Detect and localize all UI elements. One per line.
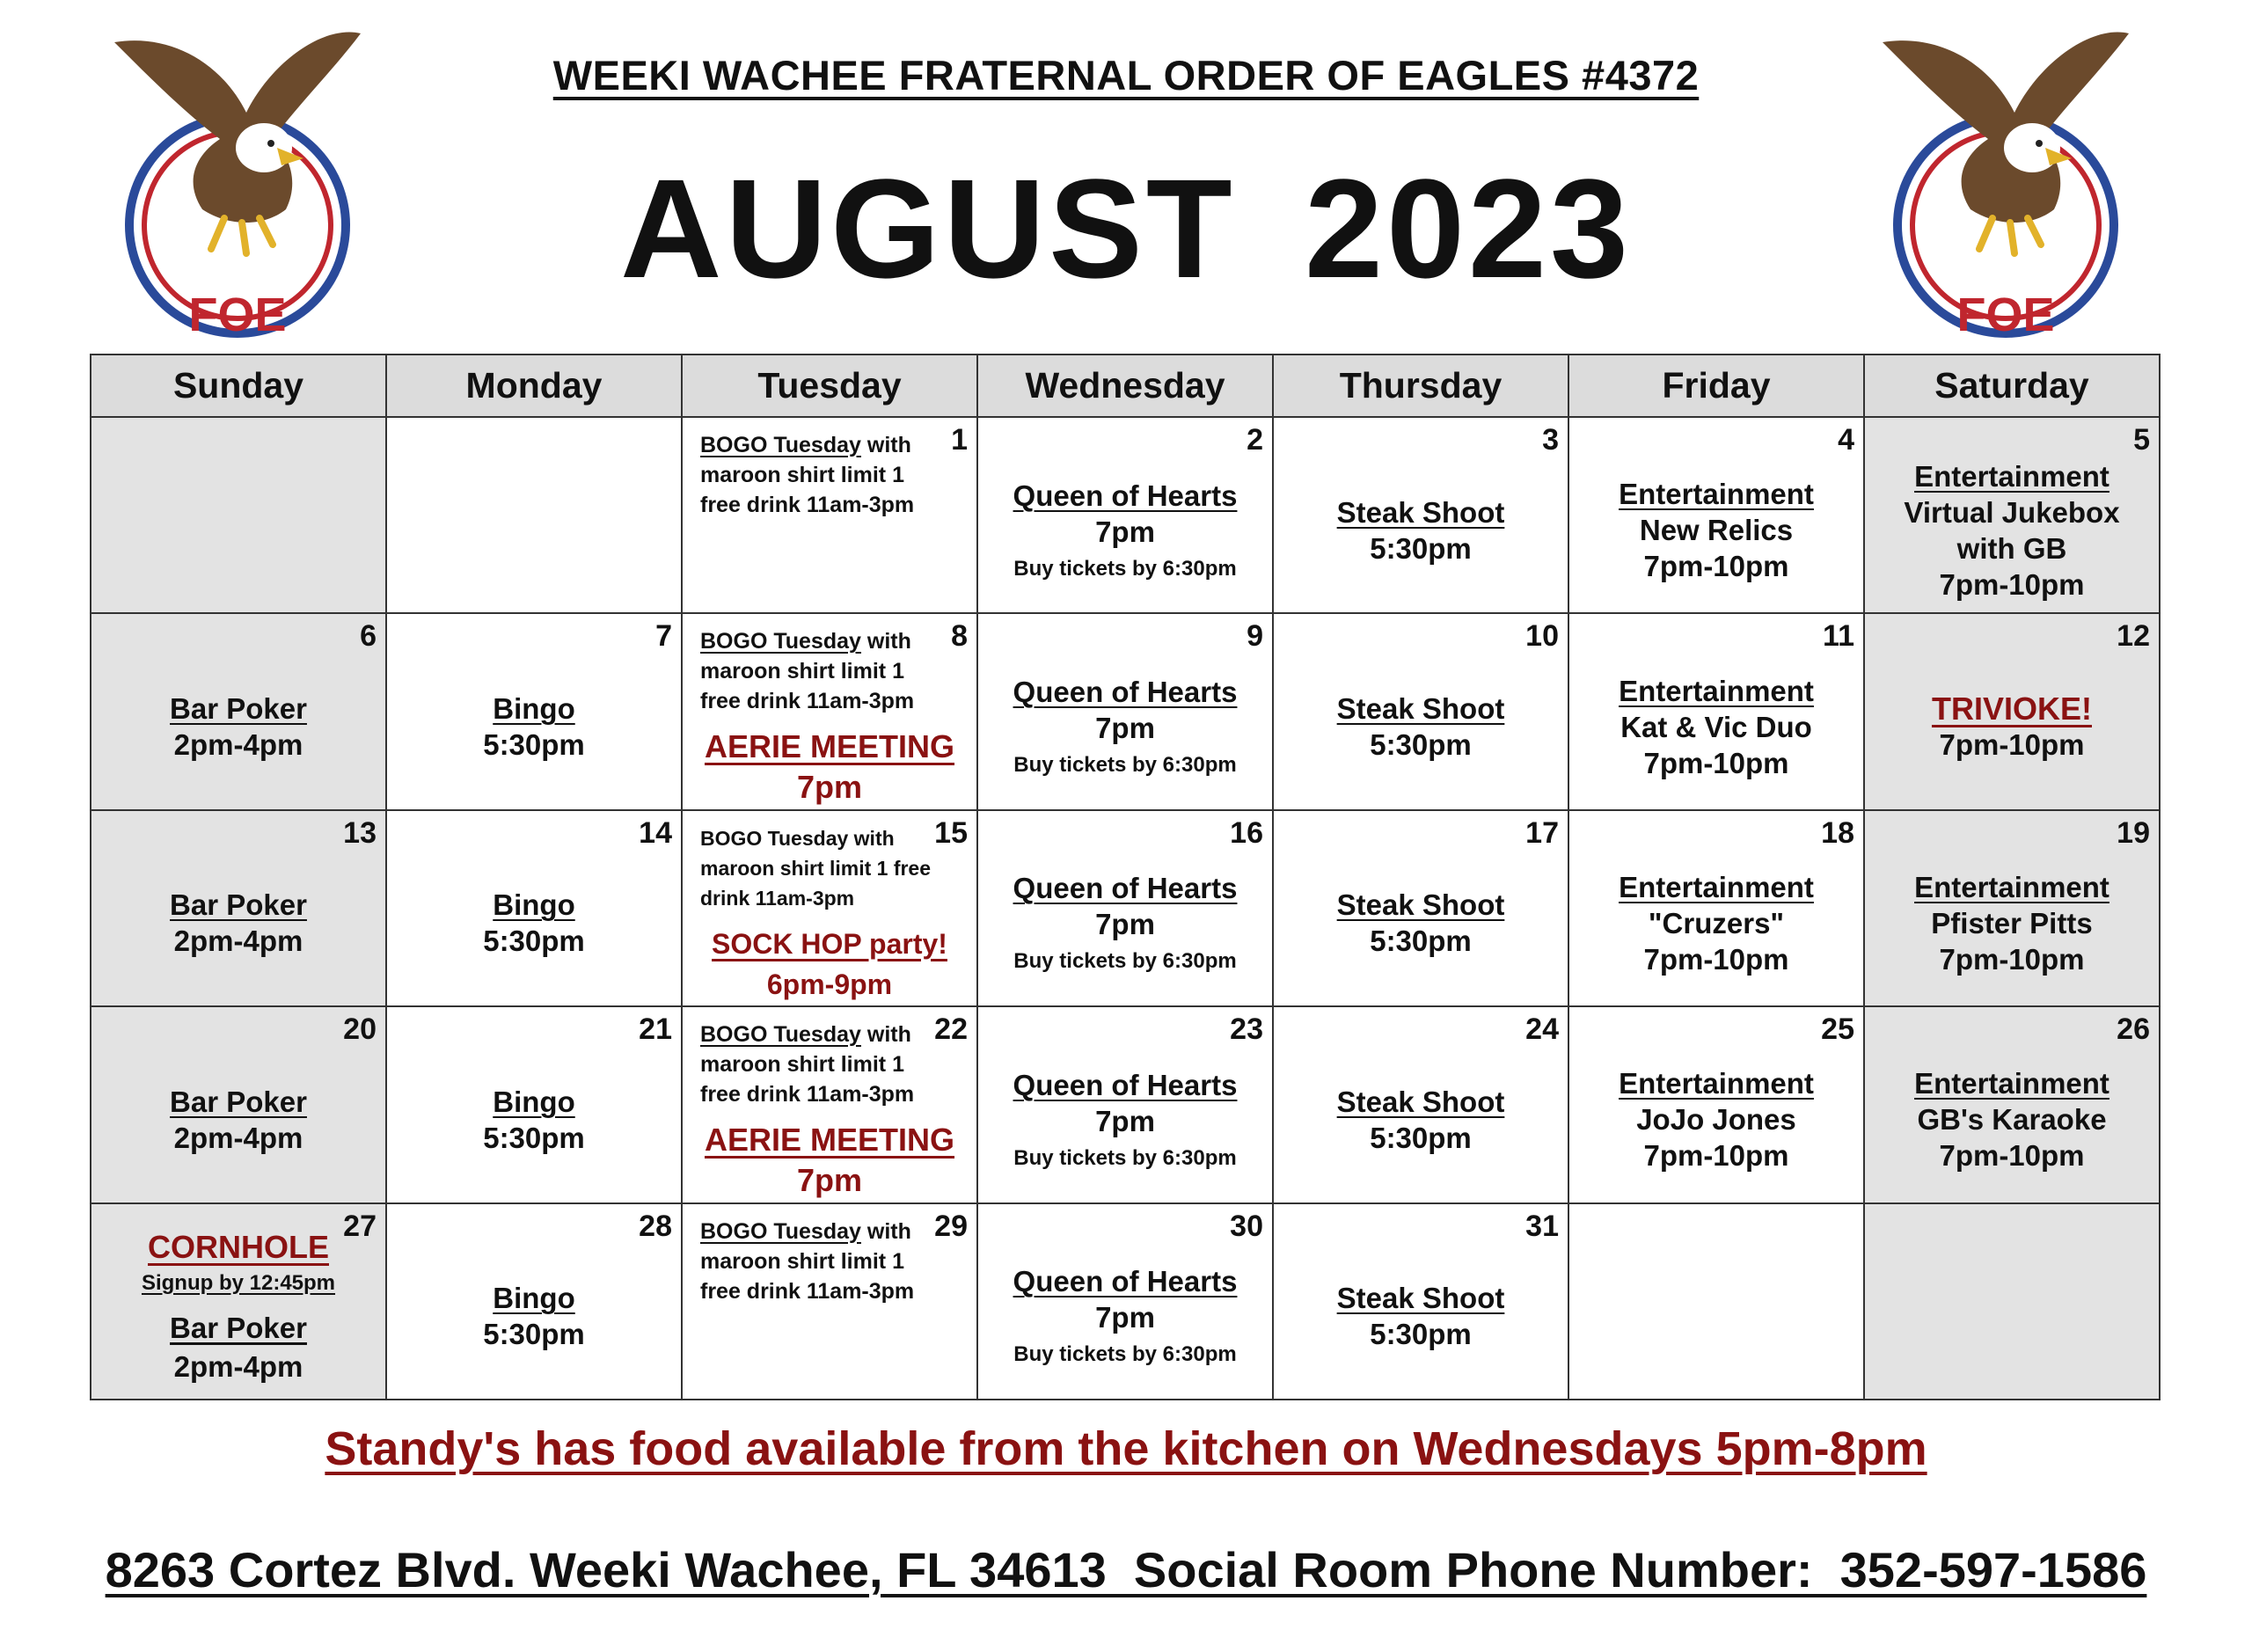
event-title: Steak Shoot: [1336, 1282, 1505, 1315]
bogo-event: BOGO Tuesday with maroon shirt limit 1 free drink 11am-3pm: [700, 433, 915, 517]
day-cell-empty: [387, 418, 683, 614]
event-title: Bingo: [493, 692, 575, 726]
event-time: 5:30pm: [1370, 728, 1472, 762]
event-time: 7pm-10pm: [1939, 728, 2085, 762]
day-cell-8: [683, 614, 978, 810]
day-cell-19: [1865, 811, 2161, 1007]
food-notice: Standy's has food available from the kitchen on Wednesdays 5pm-8pm: [325, 1422, 1927, 1475]
event-title: TRIVIOKE!: [1931, 691, 2092, 727]
event-time: 7pm: [1095, 1301, 1155, 1334]
weekday-tuesday: Tuesday: [683, 355, 978, 418]
day-cell-23: [978, 1007, 1274, 1203]
day-cell-13: [91, 811, 387, 1007]
day-cell-25: [1569, 1007, 1865, 1203]
day-cell-4: [1569, 418, 1865, 614]
event-time: 7pm: [1095, 908, 1155, 941]
event-title: Queen of Hearts: [1013, 479, 1238, 512]
event-time: 5:30pm: [1370, 531, 1472, 565]
event-note: Buy tickets by 6:30pm: [1013, 949, 1237, 974]
event-title: Steak Shoot: [1336, 692, 1505, 726]
day-cell-10: [1274, 614, 1569, 810]
event-time: 2pm-4pm: [173, 925, 303, 958]
event-title: Bingo: [493, 1282, 575, 1315]
event-time: 5:30pm: [1370, 925, 1472, 958]
day-number: 26: [2117, 1012, 2150, 1047]
day-cell-7: [387, 614, 683, 810]
day-number: 18: [1821, 815, 1854, 850]
event-time: 7pm-10pm: [1643, 1139, 1789, 1173]
day-number: 11: [1823, 619, 1854, 654]
day-cell-11: [1569, 614, 1865, 810]
day-cell-26: [1865, 1007, 2161, 1203]
day-cell-30: [978, 1204, 1274, 1400]
weekday-thursday: Thursday: [1274, 355, 1569, 418]
event-time: 5:30pm: [483, 1121, 585, 1154]
day-cell-9: [978, 614, 1274, 810]
day-number: 4: [1838, 423, 1854, 457]
day-cell-empty: [91, 418, 387, 614]
event-title: Queen of Hearts: [1013, 872, 1238, 905]
event-title: Queen of Hearts: [1013, 676, 1238, 709]
event-time: 7pm-10pm: [1643, 746, 1789, 779]
day-number: 22: [934, 1012, 968, 1047]
day-number: 19: [2117, 815, 2150, 850]
event-time: 5:30pm: [483, 925, 585, 958]
day-number: 14: [639, 815, 672, 850]
day-cell-22: [683, 1007, 978, 1203]
sock-hop-event: SOCK HOP party! 6pm-9pm: [712, 927, 947, 1000]
day-cell-28: [387, 1204, 683, 1400]
day-cell-24: [1274, 1007, 1569, 1203]
event-title: Entertainment: [1619, 870, 1814, 903]
day-cell-31: [1274, 1204, 1569, 1400]
day-number: 29: [934, 1209, 968, 1243]
event-title: Steak Shoot: [1336, 888, 1505, 922]
day-number: 30: [1230, 1209, 1263, 1243]
event-title: Entertainment: [1914, 870, 2109, 903]
event-note: Buy tickets by 6:30pm: [1013, 1342, 1237, 1367]
day-number: 10: [1525, 619, 1559, 654]
day-number: 5: [2133, 423, 2150, 457]
event-time: 7pm-10pm: [1939, 567, 2085, 601]
event-performer: Pfister Pitts: [1931, 906, 2093, 939]
day-number: 21: [639, 1012, 672, 1047]
day-cell-1: [683, 418, 978, 614]
event-performer: "Cruzers": [1648, 906, 1785, 939]
day-number: 20: [343, 1012, 377, 1047]
day-number: 1: [951, 423, 968, 457]
event-title: Entertainment: [1914, 459, 2109, 493]
event-title: Entertainment: [1619, 478, 1814, 511]
day-cell-20: [91, 1007, 387, 1203]
event-performer: GB's Karaoke: [1917, 1103, 2107, 1137]
event-time: 7pm-10pm: [1939, 1139, 2085, 1173]
event-title: Bar Poker: [170, 1085, 307, 1118]
event-time: 7pm: [1095, 515, 1155, 548]
svg-text:FOE: FOE: [1956, 289, 2055, 341]
event-time: 5:30pm: [483, 728, 585, 762]
day-cell-18: [1569, 811, 1865, 1007]
event-time: 7pm-10pm: [1643, 942, 1789, 976]
day-cell-14: [387, 811, 683, 1007]
weekday-monday: Monday: [387, 355, 683, 418]
event-title: Bingo: [493, 888, 575, 922]
event-performer: Kat & Vic Duo: [1620, 710, 1812, 743]
event-time: 2pm-4pm: [173, 1121, 303, 1154]
day-cell-16: [978, 811, 1274, 1007]
day-number: 17: [1525, 815, 1559, 850]
event-title: Queen of Hearts: [1013, 1265, 1238, 1298]
day-number: 27: [343, 1209, 377, 1243]
day-number: 16: [1230, 815, 1263, 850]
event-title: Entertainment: [1914, 1067, 2109, 1100]
day-cell-21: [387, 1007, 683, 1203]
calendar-grid: [90, 354, 2161, 1400]
event-title: Steak Shoot: [1336, 495, 1505, 529]
event-time: 5:30pm: [1370, 1318, 1472, 1351]
event-performer: Virtual Jukebox: [1904, 495, 2120, 529]
bogo-event: BOGO Tuesday with maroon shirt limit 1 free drink 11am-3pm: [700, 1218, 915, 1304]
event-performer: JoJo Jones: [1636, 1103, 1796, 1137]
event-time: 7pm-10pm: [1643, 550, 1789, 583]
day-number: 23: [1230, 1012, 1263, 1047]
day-number: 15: [934, 815, 968, 850]
day-cell-5: [1865, 418, 2161, 614]
bogo-event: BOGO Tuesday with maroon shirt limit 1 free drink 11am-3pm: [700, 629, 915, 714]
event-performer: New Relics: [1639, 514, 1794, 547]
day-number: 9: [1247, 619, 1263, 654]
weekday-saturday: Saturday: [1865, 355, 2161, 418]
event-performer: with GB: [1956, 531, 2067, 565]
day-cell-6: [91, 614, 387, 810]
event-time: 5:30pm: [483, 1318, 585, 1351]
day-number: 28: [639, 1209, 672, 1243]
event-title: Bingo: [493, 1085, 575, 1118]
day-cell-27: [91, 1204, 387, 1400]
day-number: 6: [360, 619, 377, 654]
day-cell-3: [1274, 418, 1569, 614]
day-number: 2: [1247, 423, 1263, 457]
address-line: 8263 Cortez Blvd. Weeki Wachee, FL 34613 Social Room Phone Number: 352-597-1586: [105, 1542, 2147, 1597]
weekday-friday: Friday: [1569, 355, 1865, 418]
day-number: 24: [1525, 1012, 1559, 1047]
day-cell-2: [978, 418, 1274, 614]
bogo-event: BOGO Tuesday with maroon shirt limit 1 free drink 11am-3pm: [700, 1022, 915, 1107]
weekday-wednesday: Wednesday: [978, 355, 1274, 418]
aerie-meeting-event: AERIE MEETING 7pm: [704, 1122, 955, 1199]
day-number: 8: [951, 619, 968, 654]
month-title: AUGUST 2023: [620, 150, 1632, 307]
cornhole-event: CORNHOLE Signup by 12:45pm Bar Poker 2pm-4pm: [141, 1228, 336, 1383]
event-note: Buy tickets by 6:30pm: [1013, 1145, 1237, 1170]
event-title: Queen of Hearts: [1013, 1068, 1238, 1101]
day-cell-empty: [1865, 1204, 2161, 1400]
event-time: 7pm: [1095, 712, 1155, 745]
org-title: WEEKI WACHEE FRATERNAL ORDER OF EAGLES #4372: [552, 52, 1700, 99]
event-time: 5:30pm: [1370, 1121, 1472, 1154]
event-title: Steak Shoot: [1336, 1085, 1505, 1118]
aerie-meeting-event: AERIE MEETING 7pm: [704, 728, 955, 806]
day-number: 13: [343, 815, 377, 850]
day-cell-29: [683, 1204, 978, 1400]
day-number: 3: [1542, 423, 1559, 457]
event-time: 7pm: [1095, 1104, 1155, 1137]
day-cell-12: [1865, 614, 2161, 810]
event-title: Entertainment: [1619, 674, 1814, 707]
day-number: 25: [1821, 1012, 1854, 1047]
day-number: 31: [1525, 1209, 1559, 1243]
svg-text:FOE: FOE: [188, 289, 287, 341]
weekday-sunday: Sunday: [91, 355, 387, 418]
day-number: 12: [2117, 619, 2150, 654]
day-cell-17: [1274, 811, 1569, 1007]
bogo-event: BOGO Tuesday with maroon shirt limit 1 free drink 11am-3pm: [700, 826, 932, 910]
event-note: Buy tickets by 6:30pm: [1013, 556, 1237, 581]
event-title: Entertainment: [1619, 1067, 1814, 1100]
event-note: Buy tickets by 6:30pm: [1013, 753, 1237, 778]
event-title: Bar Poker: [170, 888, 307, 922]
event-title: Bar Poker: [170, 692, 307, 726]
day-cell-15: [683, 811, 978, 1007]
day-number: 7: [655, 619, 672, 654]
event-time: 7pm-10pm: [1939, 942, 2085, 976]
event-time: 2pm-4pm: [173, 728, 303, 762]
day-cell-empty: [1569, 1204, 1865, 1400]
